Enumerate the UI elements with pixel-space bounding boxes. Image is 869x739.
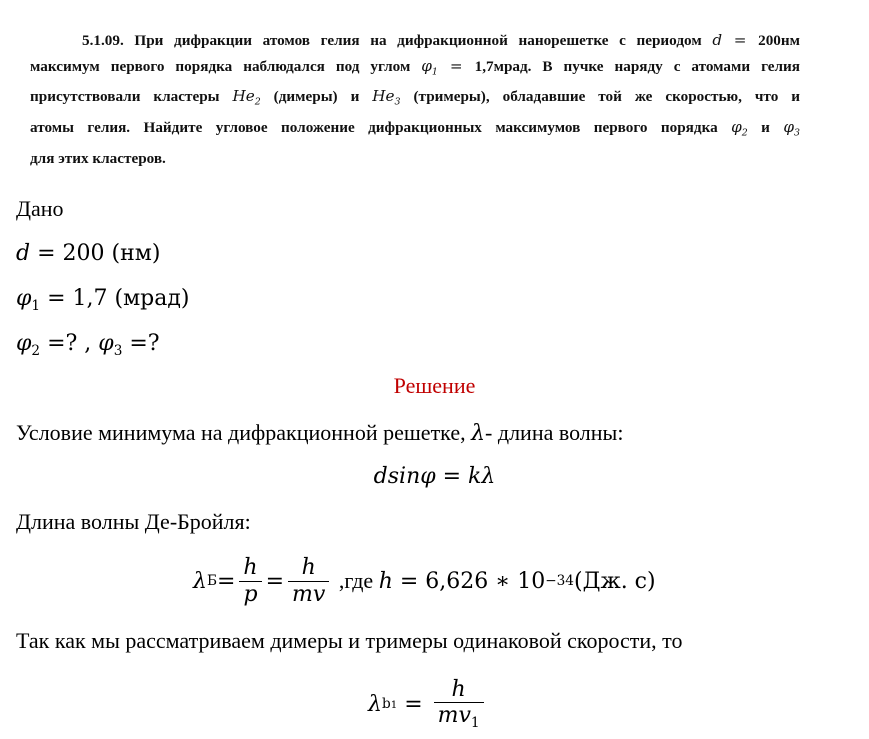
- fraction-h-over-p: $\frac{h}{p}$: [239, 555, 261, 607]
- formula-grating: dsinφ = kλ: [373, 464, 496, 489]
- solution-text-2: Длина волны Де-Бройля:: [16, 509, 251, 534]
- given-title: Дано: [16, 196, 64, 221]
- solution-text-3: Так как мы рассматриваем димеры и тримеры одинаковой скорости, то: [16, 628, 683, 653]
- problem-line-2: максимум первого порядка наблюдался под углом $\varphi_1$ = 1,7мрад. В пучке наряду с атомами гелия: [30, 56, 800, 77]
- problem-line-1: 5.1.09. При дифракции атомов гелия на дифракционной нанорешетке с периодом d = 200нм: [82, 31, 800, 49]
- solution-text-1: Условие минимума на дифракционной решетке, λ- длина волны:: [16, 420, 624, 446]
- problem-line-4: атомы гелия. Найдите угловое положение дифракционных максимумов первого порядка $\varphi_2$ и $\varphi_3$: [30, 118, 800, 139]
- problem-line-5: для этих кластеров.: [30, 149, 166, 167]
- given-phi1: $\varphi_1 = 1,7$ (мрад): [16, 286, 190, 314]
- given-d: d = 200 (нм): [16, 241, 161, 266]
- problem-number: 5.1.09.: [82, 32, 124, 49]
- problem-line-3: присутствовали кластеры $He_2$ (димеры) и $He_3$ (тримеры), обладавшие той же скоростью, что и: [30, 87, 800, 108]
- fraction-h-over-mv: $\frac{h}{mv}$: [288, 555, 329, 607]
- formula-lambda-b1: λ b1 = $\frac{h}{mv_1}$: [368, 672, 488, 736]
- given-unknowns: $\varphi_2$ =? , $\varphi_3$ =?: [16, 331, 160, 359]
- problem-statement: [30, 28, 800, 171]
- formula-de-broglie: λ Б = $\frac{h}{p}$ = $\frac{h}{mv}$ ,где h = 6,626 ∗ 10 −34 (Дж. с): [193, 555, 656, 607]
- solution-title: Решение: [393, 373, 476, 398]
- fraction-h-over-mv1: $\frac{h}{mv_1}$: [434, 677, 484, 732]
